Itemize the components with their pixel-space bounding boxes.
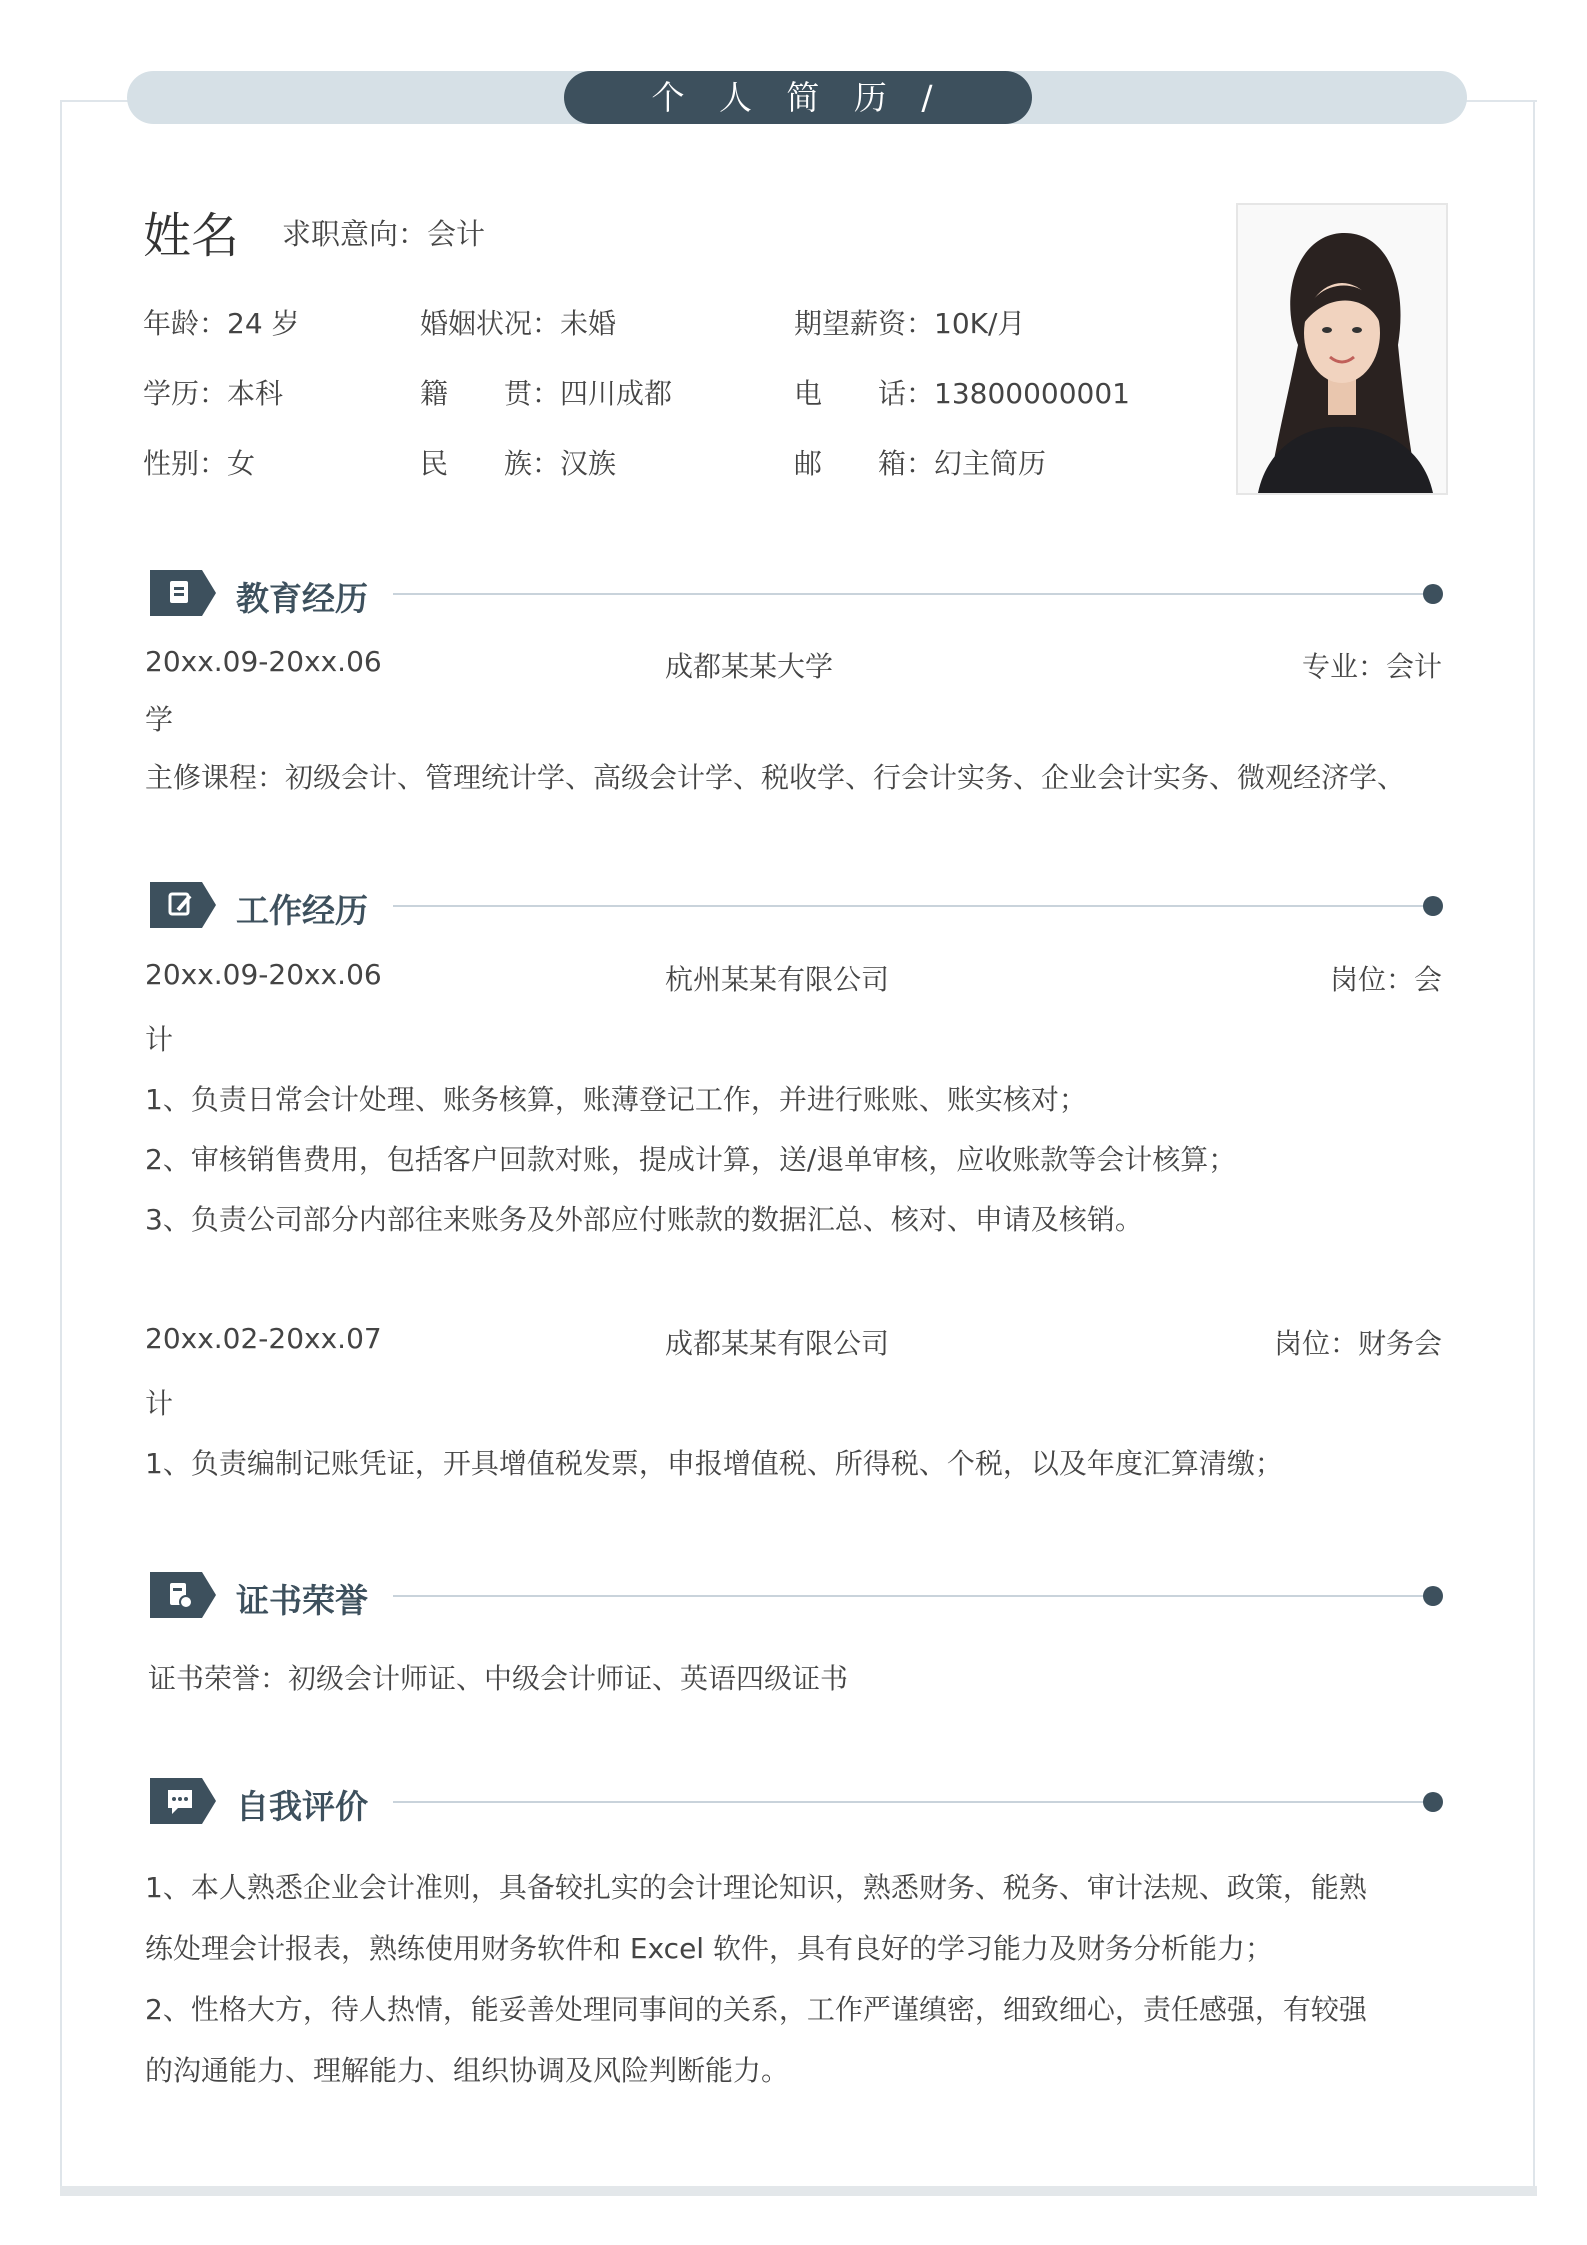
info-email: 邮 箱：幻主简历	[794, 447, 1047, 480]
info-gender: 性别：女	[143, 447, 256, 480]
self-eval-line: 2、性格大方，待人热情，能妥善处理同事间的关系，工作严谨缜密，细致细心，责任感强，有较强	[145, 1993, 1367, 2026]
profile-photo	[1236, 203, 1448, 495]
job-company: 杭州某某有限公司	[665, 963, 890, 996]
info-age: 年龄：24 岁	[143, 307, 300, 340]
education-date: 20xx.09-20xx.06	[145, 645, 382, 678]
self-divider-dot	[1423, 1792, 1443, 1812]
education-school: 成都某某大学	[665, 650, 834, 683]
certificate-icon	[150, 1572, 216, 1618]
certs-divider	[393, 1595, 1425, 1597]
info-education: 学历：本科	[143, 377, 284, 410]
work-divider-dot	[1423, 896, 1443, 916]
info-marital: 婚姻状况：未婚	[420, 307, 617, 340]
resume-title: 个 人 简 历 / RESUME	[564, 71, 1032, 124]
self-divider	[393, 1801, 1425, 1803]
work-divider	[393, 905, 1425, 907]
education-section-title: 教育经历	[236, 579, 368, 618]
chat-icon	[150, 1778, 216, 1824]
info-phone: 电 话：13800000001	[794, 377, 1130, 410]
self-section-title: 自我评价	[236, 1787, 368, 1826]
education-major-wrap: 学	[145, 703, 174, 736]
job-duty: 1、负责编制记账凭证，开具增值税发票，申报增值税、所得税、个税，以及年度汇算清缴；	[145, 1447, 1283, 1480]
education-divider-dot	[1423, 584, 1443, 604]
certs-section-title: 证书荣誉	[236, 1581, 368, 1620]
info-hometown: 籍 贯：四川成都	[420, 377, 673, 410]
frame-top-left	[60, 100, 130, 102]
job-company: 成都某某有限公司	[665, 1327, 890, 1360]
job-position: 岗位：会	[1329, 963, 1442, 996]
job-date: 20xx.02-20xx.07	[145, 1322, 382, 1355]
job-intent: 求职意向：会计	[282, 217, 486, 251]
job-position-wrap: 计	[145, 1387, 174, 1420]
self-eval-line: 1、本人熟悉企业会计准则，具备较扎实的会计理论知识，熟悉财务、税务、审计法规、政策，能熟	[145, 1871, 1367, 1904]
job-date: 20xx.09-20xx.06	[145, 958, 382, 991]
job-duty: 3、负责公司部分内部往来账务及外部应付账款的数据汇总、核对、申请及核销。	[145, 1203, 1143, 1236]
education-divider	[393, 593, 1425, 595]
certs-divider-dot	[1423, 1586, 1443, 1606]
portrait-illustration	[1238, 205, 1446, 493]
job-duty: 2、审核销售费用，包括客户回款对账，提成计算，送/退单审核，应收账款等会计核算；	[145, 1143, 1237, 1176]
education-major: 专业：会计	[1301, 650, 1442, 683]
job-position: 岗位：财务会	[1273, 1327, 1442, 1360]
self-eval-line: 练处理会计报表，熟练使用财务软件和 Excel 软件，具有良好的学习能力及财务分析能力；	[145, 1932, 1273, 1965]
job-position-wrap: 计	[145, 1023, 174, 1056]
frame-top-right	[1460, 100, 1537, 102]
info-salary: 期望薪资：10K/月	[794, 307, 1026, 340]
frame-shadow	[60, 2186, 1537, 2196]
document-icon	[150, 570, 216, 616]
edit-icon	[150, 882, 216, 928]
self-eval-line: 的沟通能力、理解能力、组织协调及风险判断能力。	[145, 2054, 790, 2087]
education-courses: 主修课程：初级会计、管理统计学、高级会计学、税收学、行会计实务、企业会计实务、微观经济学、	[145, 761, 1406, 794]
candidate-name: 姓名	[143, 208, 240, 264]
certs-text: 证书荣誉：初级会计师证、中级会计师证、英语四级证书	[148, 1662, 849, 1695]
info-ethnicity: 民 族：汉族	[420, 447, 617, 480]
work-section-title: 工作经历	[236, 891, 368, 930]
job-duty: 1、负责日常会计处理、账务核算，账薄登记工作，并进行账账、账实核对；	[145, 1083, 1087, 1116]
